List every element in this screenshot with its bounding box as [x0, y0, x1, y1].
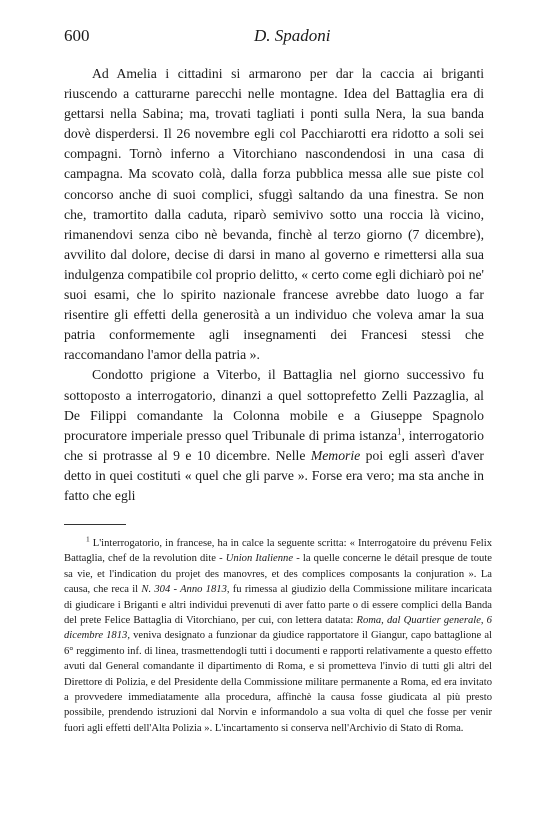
paragraph-2 — [64, 365, 484, 506]
footnote-italic-a: Union Italienne — [225, 553, 294, 565]
footnote-1 — [64, 536, 492, 736]
paragraph-2-text-c: poi egli asserì d'aver detto in quei costituti « quel che gli parve ». Forse era vero; ma sta anche in fatto che egli — [64, 447, 484, 503]
footnote-italic-c: Roma, dal Quartier generale, 6 dicembre 1813 — [64, 615, 492, 642]
memorie-title: Memorie — [310, 447, 361, 463]
running-head: D. Spadoni — [254, 26, 331, 45]
footnote-divider — [64, 524, 126, 525]
paragraph-2-text-b: , interrogatorio che si protrasse al 9 e 10 dicembre. Nelle — [64, 427, 484, 463]
paragraph-2-text-a: Condotto prigione a Viterbo, il Battaglia nel giorno successivo fu sottoposto a interrogatorio, dinanzi a quel sottoprefetto Zelli Pazzaglia, al De Filippi comandante la Colonna mobile e a Giuseppe Spagnolo procuratore imperiale presso quel Tribunale di prima istanza — [64, 367, 484, 443]
footnote-mark: 1 — [86, 534, 90, 544]
page-header — [64, 22, 484, 48]
footnote-text-b: - la quelle concerne le détail presque de toute sa vie, et l'indication du projet des manovres, et des complices composants la conjuration ». La causa, che reca il — [64, 553, 492, 596]
page-number: 600 — [64, 26, 90, 45]
main-text — [64, 64, 484, 506]
footnote-text-c: , fu rimessa al giudizio della Commissione militare incaricata di giudicare i Briganti e altri individui prevenuti di aver fatto parte o di essere complici della Banda del prete Felice Battaglia di Vitorchiano, per cui, con lettera datata: — [64, 584, 493, 627]
footnote-text-d: , veniva designato a funzionar da giudice rapportatore il Giangur, capo battaglione al 6° reggimento inf. di linea, trasmettendogli tutti i documenti e rapporti relativamente a questo effetto avuti dal General comandante il dipartimento di Roma, e si prometteva l'invio di tutti gli altri del Direttore di Polizia, e del Presidente della Commissione militare permanente a Roma, ed era invitato a provvedere immediatamente alla procedura, affinchè la causa fosse giudicata al più presto possibile, prendendo istruzioni dal Norvin e informandolo a sua volta di quel che fosse per venir fuori agli effetti dell'Alta Polizia ». L'incartamento si conserva nell'Archivio di Stato di Roma. — [64, 630, 492, 734]
paragraph-1: Ad Amelia i cittadini si armarono per dar la caccia ai briganti riuscendo a catturarne parecchi nelle montagne. Idea del Battaglia era di gettarsi nella Sabina; ma, trovati tagliati i ponti sulla Nera, la sua banda dovè disperdersi. Il 26 novembre egli col Pacchiarotti era ridotto a soli sei compagni. Tornò inferno a Vitorchiano nascondendosi in una casa di campagna. Ma scovato colà, dalla forza pubblica messa alle sue piste col concorso anche di suoi complici, sfuggì saltando da una finestra. Se non che, tramortito dalla caduta, riparò semivivo sotto una roccia là vicino, rimanendovi senza cibo nè bevanda, finchè al terzo giorno (7 dicembre), avvilito dal dolore, decise di darsi in mano al governo e rimettersi alla sua indulgenza compatibile col proprio delitto, « certo come egli dichiarò poi ne' suoi esami, che lo spirito nazionale francese avrebbe dato luogo a far risentire gli effetti della generosità a un individuo che voleva amar la sua patria conformemente agli insegnamenti dei Francesi stessi che raccomandano l'amor della patria ». — [64, 66, 484, 363]
footnote-italic-b: N. 304 - Anno 1813 — [141, 584, 227, 596]
footnote-reference[interactable]: 1 — [397, 426, 402, 437]
footnote-text-a: L'interrogatorio, in francese, ha in calce la seguente scritta: « Interrogatoire du prévenu Felix Battaglia, chef de la revolution dite - — [64, 538, 492, 565]
